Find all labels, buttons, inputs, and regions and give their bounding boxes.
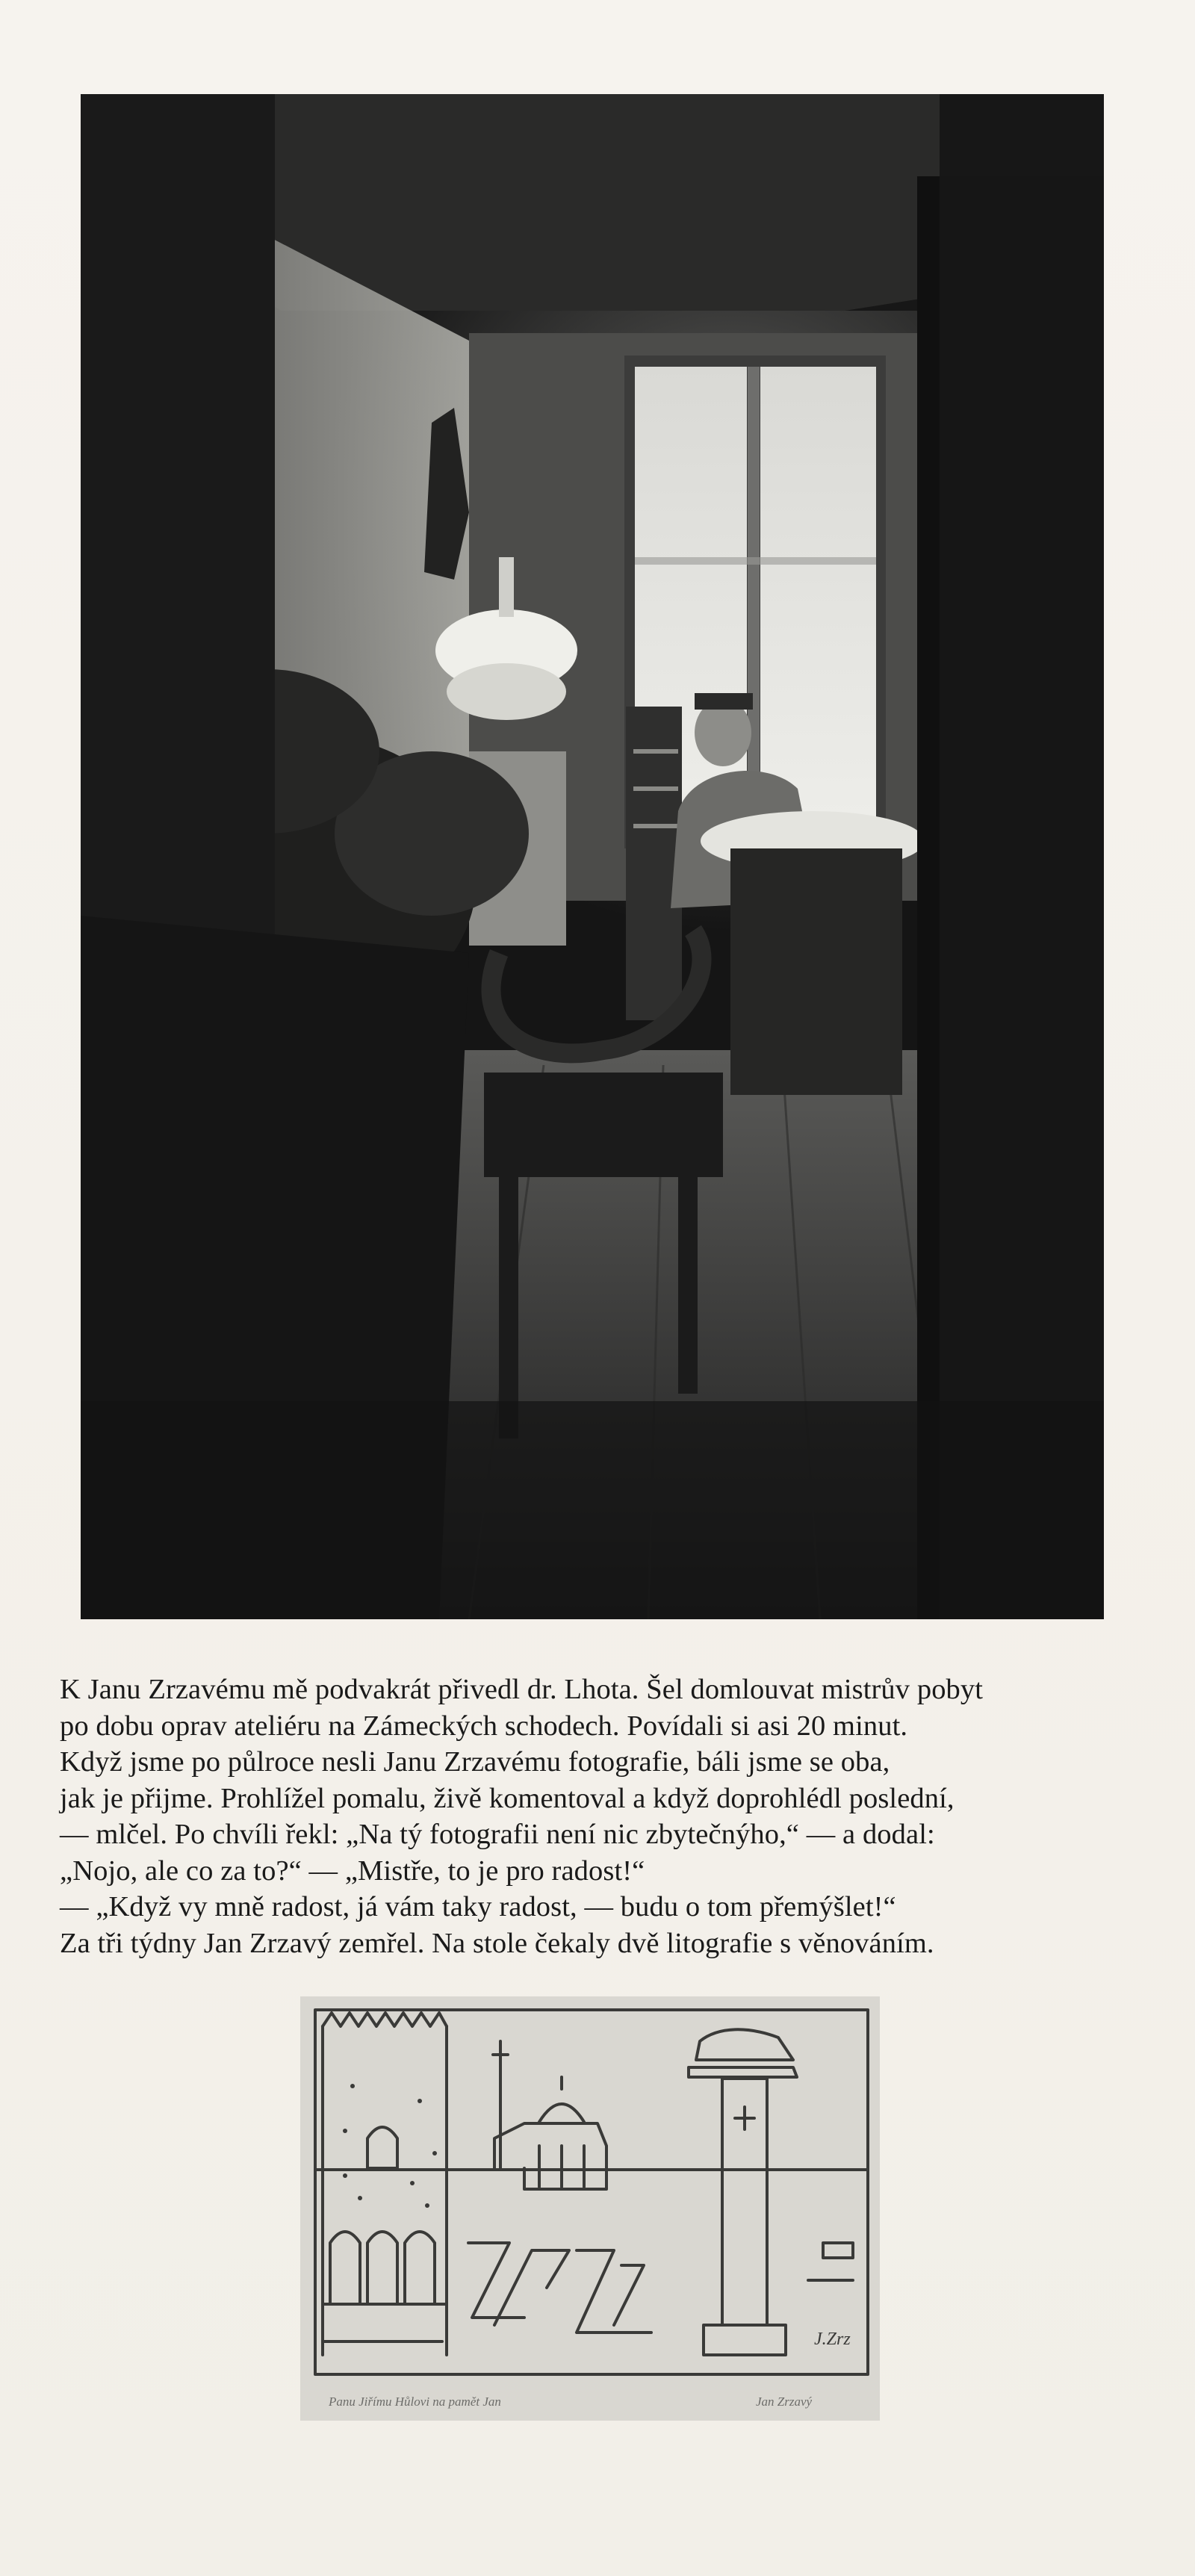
drawing-signature: Jan Zrzavý	[756, 2395, 813, 2409]
paragraph-line: jak je přijme. Prohlížel pomalu, živě komentoval a když doprohlédl poslední,	[60, 1782, 955, 1814]
paragraph-line: Za tři týdny Jan Zrzavý zemřel. Na stole čekaly dvě litografie s věnováním.	[60, 1927, 934, 1959]
drawing-monogram: J.Zrz	[814, 2330, 851, 2349]
lithograph-image	[300, 1996, 880, 2421]
paragraph-line: K Janu Zrzavému mě podvakrát přivedl dr. Lhota. Šel domlouvat mistrův pobyt	[60, 1674, 984, 1705]
paragraph-line: po dobu oprav ateliéru na Zámeckých schodech. Povídali si asi 20 minut.	[60, 1710, 908, 1742]
photograph	[81, 94, 1104, 1619]
paragraph-line: — „Když vy mně radost, já vám taky radost, — budu o tom přemýšlet!“	[60, 1891, 896, 1922]
memoir-paragraph	[60, 1672, 1135, 1961]
drawing-dedication: Panu Jiřímu Hůlovi na pamět Jan	[329, 2395, 501, 2409]
photograph-image	[81, 94, 1104, 1619]
paragraph-line: Když jsme po půlroce nesli Janu Zrzavému fotografie, báli jsme se oba,	[60, 1746, 890, 1778]
paragraph-line: „Nojo, ale co za to?“ — „Mistře, to je pro radost!“	[60, 1855, 645, 1887]
paragraph-line: — mlčel. Po chvíli řekl: „Na tý fotografii není nic zbytečnýho,“ — a dodal:	[60, 1819, 935, 1850]
lithograph-drawing	[300, 1996, 880, 2421]
